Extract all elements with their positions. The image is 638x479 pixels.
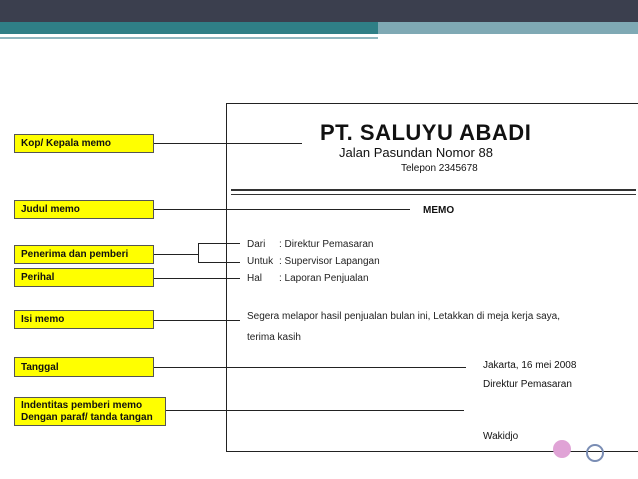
- memo-field-label: Untuk: [247, 256, 274, 267]
- slide-header-accent-left: [0, 22, 378, 34]
- memo-body: [247, 306, 607, 348]
- callout-tanggal: [14, 357, 154, 377]
- connector-perihal: [154, 278, 240, 279]
- callout-label: Tanggal: [21, 361, 59, 373]
- callout-label: Judul memo: [21, 204, 80, 215]
- memo-phone: Telepon 2345678: [401, 163, 478, 174]
- connector-penerima-bracket: [198, 243, 199, 263]
- connector-penerima-dari: [198, 243, 240, 244]
- callout-perihal: [14, 268, 154, 287]
- connector-penerima-untuk: [198, 262, 240, 263]
- connector-judul: [154, 209, 410, 210]
- callout-label: Kop/ Kepala memo: [21, 138, 112, 149]
- memo-company-name: PT. SALUYU ABADI: [320, 120, 532, 145]
- memo-field-subject: [247, 273, 369, 284]
- memo-title: MEMO: [423, 205, 455, 216]
- memo-header-rule: [231, 189, 636, 191]
- callout-label: Penerima dan pemberi: [21, 249, 129, 260]
- callout-label: Isi memo: [21, 314, 65, 325]
- callout-penerima: [14, 245, 154, 264]
- connector-identitas: [166, 410, 464, 411]
- callout-kop: [14, 134, 154, 153]
- memo-field-value: : Laporan Penjualan: [279, 273, 369, 284]
- memo-body-line: Segera melapor hasil penjualan bulan ini, Letakkan di meja kerja saya,: [247, 311, 560, 322]
- connector-isi: [154, 320, 240, 321]
- memo-sender-name: Wakidjo: [483, 431, 519, 442]
- connector-penerima: [154, 254, 199, 255]
- memo-address: Jalan Pasundan Nomor 88: [339, 145, 493, 160]
- slide-header-accent-right: [378, 22, 638, 34]
- memo-field-value: : Supervisor Lapangan: [279, 256, 380, 267]
- connector-kop: [154, 143, 302, 144]
- memo-field-from: [247, 239, 373, 250]
- callout-label-line2: Dengan paraf/ tanda tangan: [21, 412, 153, 423]
- memo-document: [226, 103, 638, 452]
- callout-label-line1: Indentitas pemberi memo: [21, 400, 143, 411]
- decorative-circle-icon: [553, 440, 571, 458]
- memo-body-line: terima kasih: [247, 332, 301, 343]
- callout-label: Perihal: [21, 272, 55, 283]
- decorative-ring-icon: [586, 444, 604, 462]
- memo-sender-role: Direktur Pemasaran: [483, 379, 572, 390]
- memo-field-label: Hal: [247, 273, 263, 284]
- memo-field-to: [247, 256, 380, 267]
- slide-header-band: [0, 0, 638, 22]
- callout-identitas: [14, 397, 166, 426]
- memo-field-value: : Direktur Pemasaran: [279, 239, 374, 250]
- memo-header-rule-thin: [231, 194, 636, 195]
- memo-field-label: Dari: [247, 239, 266, 250]
- memo-date: Jakarta, 16 mei 2008: [483, 360, 577, 371]
- callout-isi: [14, 310, 154, 329]
- callout-judul: [14, 200, 154, 219]
- slide-header-rule: [0, 37, 378, 39]
- connector-tanggal: [154, 367, 466, 368]
